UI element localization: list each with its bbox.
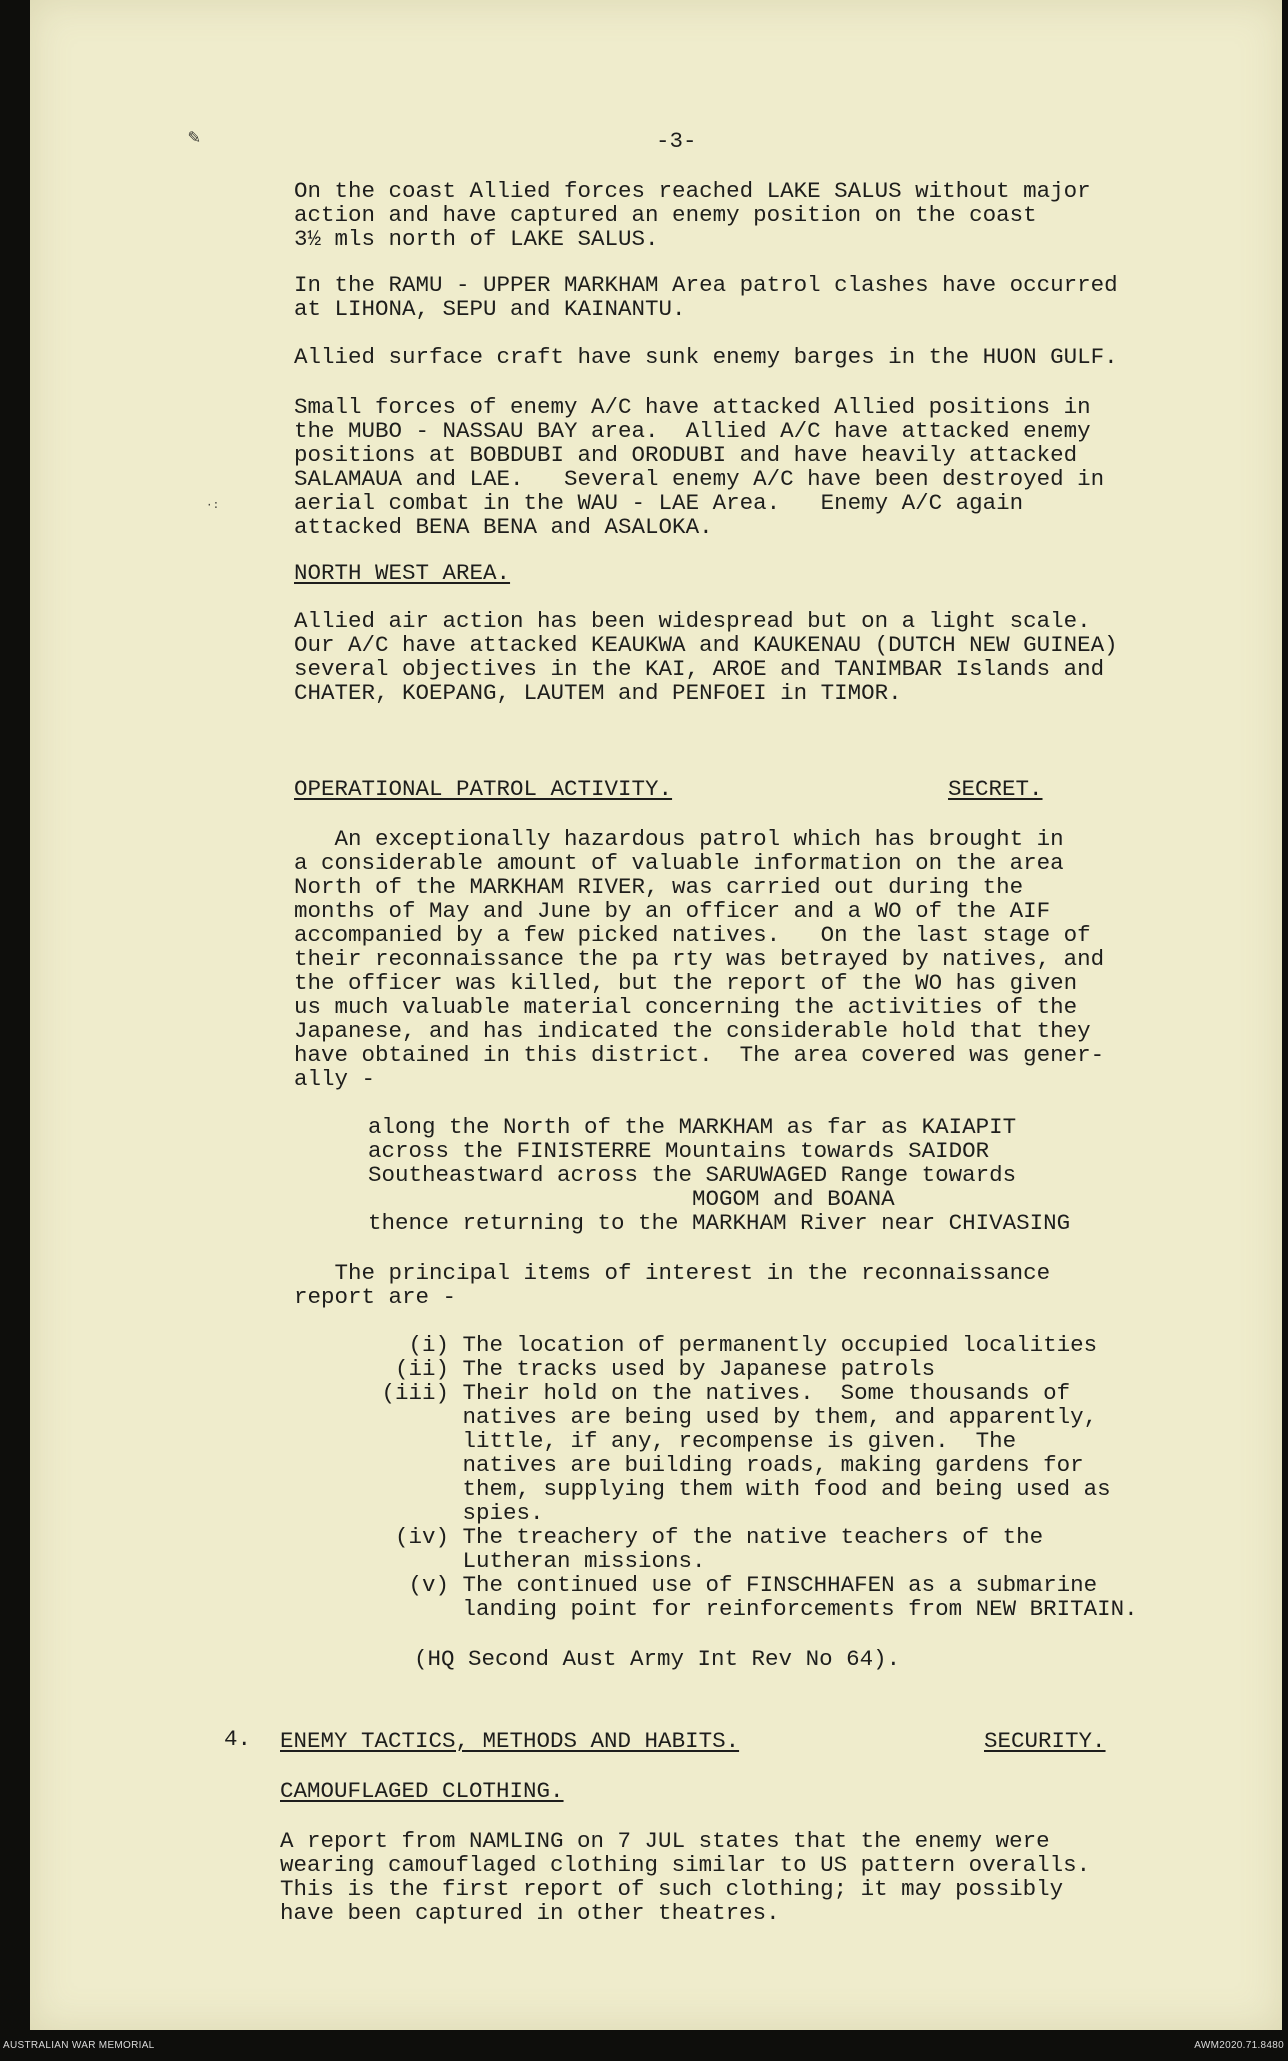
- text-line: 3½ mls north of LAKE SALUS.: [294, 226, 659, 252]
- text-line: positions at BOBDUBI and ORODUBI and have heavily attacked: [294, 442, 1078, 468]
- text-line: In the RAMU - UPPER MARKHAM Area patrol clashes have occurred: [294, 272, 1118, 298]
- text-line: their reconnaissance the pa rty was betrayed by natives, and: [294, 946, 1105, 972]
- text-line: accompanied by a few picked natives. On the last stage of: [294, 922, 1091, 948]
- text-line: along the North of the MARKHAM as far as KAIAPIT: [368, 1114, 1017, 1140]
- text-line: report are -: [294, 1284, 457, 1310]
- text-line: A report from NAMLING on 7 JUL states that the enemy were: [280, 1828, 1050, 1854]
- margin-mark: ·:: [206, 500, 220, 512]
- list-item: (iv) The treachery of the native teachers of the: [368, 1524, 1044, 1550]
- text-line: have been captured in other theatres.: [280, 1900, 780, 1926]
- text-line: Southeastward across the SARUWAGED Range towards: [368, 1162, 1017, 1188]
- text-line: across the FINISTERRE Mountains towards SAIDOR: [368, 1138, 990, 1164]
- section-classification: SECURITY.: [984, 1728, 1106, 1754]
- text-line: Small forces of enemy A/C have attacked Allied positions in: [294, 394, 1091, 420]
- document-page: [30, 0, 1282, 2030]
- list-item: (v) The continued use of FINSCHHAFEN as a submarine: [368, 1572, 1098, 1598]
- text-line: ally -: [294, 1066, 376, 1092]
- text-line: have obtained in this district. The area covered was gener-: [294, 1042, 1105, 1068]
- section-heading: ENEMY TACTICS, METHODS AND HABITS.: [280, 1728, 740, 1754]
- list-item: natives are being used by them, and apparently,: [368, 1404, 1098, 1430]
- text-line: MOGOM and BOANA: [368, 1186, 895, 1212]
- north-west-area-heading: NORTH WEST AREA.: [294, 560, 511, 586]
- source-reference: (HQ Second Aust Army Int Rev No 64).: [414, 1646, 901, 1672]
- text-line: at LIHONA, SEPU and KAINANTU.: [294, 296, 686, 322]
- list-item: them, supplying them with food and being used as: [368, 1476, 1111, 1502]
- text-line: several objectives in the KAI, AROE and TANIMBAR Islands and: [294, 656, 1105, 682]
- text-line: thence returning to the MARKHAM River near CHIVASING: [368, 1210, 1071, 1236]
- text-line: Japanese, and has indicated the considerable hold that they: [294, 1018, 1091, 1044]
- text-line: Allied surface craft have sunk enemy barges in the HUON GULF.: [294, 344, 1118, 370]
- footer-institution: AUSTRALIAN WAR MEMORIAL: [3, 2040, 155, 2051]
- text-line: This is the first report of such clothing; it may possibly: [280, 1876, 1064, 1902]
- list-item: (i) The location of permanently occupied localities: [368, 1332, 1098, 1358]
- list-item: (ii) The tracks used by Japanese patrols: [368, 1356, 936, 1382]
- text-line: the officer was killed, but the report of the WO has given: [294, 970, 1078, 996]
- patrol-heading: OPERATIONAL PATROL ACTIVITY.: [294, 776, 673, 802]
- archive-footer: [0, 2034, 1288, 2061]
- text-line: aerial combat in the WAU - LAE Area. Enemy A/C again: [294, 490, 1024, 516]
- patrol-classification: SECRET.: [948, 776, 1043, 802]
- text-line: CHATER, KOEPANG, LAUTEM and PENFOEI in TIMOR.: [294, 680, 902, 706]
- page-number: -3-: [656, 128, 697, 154]
- text-line: North of the MARKHAM RIVER, was carried out during the: [294, 874, 1024, 900]
- text-line: the MUBO - NASSAU BAY area. Allied A/C have attacked enemy: [294, 418, 1091, 444]
- camouflage-subheading: CAMOUFLAGED CLOTHING.: [280, 1778, 564, 1804]
- text-line: SALAMAUA and LAE. Several enemy A/C have been destroyed in: [294, 466, 1105, 492]
- text-line: a considerable amount of valuable information on the area: [294, 850, 1064, 876]
- list-item: Lutheran missions.: [368, 1548, 706, 1574]
- list-item: natives are building roads, making gardens for: [368, 1452, 1084, 1478]
- text-line: action and have captured an enemy position on the coast: [294, 202, 1037, 228]
- text-line: attacked BENA BENA and ASALOKA.: [294, 514, 713, 540]
- text-line: wearing camouflaged clothing similar to US pattern overalls.: [280, 1852, 1091, 1878]
- margin-mark: ✎: [188, 127, 201, 150]
- footer-catalogue-number: AWM2020.71.8480: [1194, 2040, 1284, 2051]
- text-line: months of May and June by an officer and a WO of the AIF: [294, 898, 1051, 924]
- list-item: (iii) Their hold on the natives. Some thousands of: [368, 1380, 1071, 1406]
- text-line: On the coast Allied forces reached LAKE SALUS without major: [294, 178, 1091, 204]
- text-line: The principal items of interest in the reconnaissance: [294, 1260, 1051, 1286]
- section-number: 4.: [224, 1726, 252, 1752]
- text-line: Our A/C have attacked KEAUKWA and KAUKENAU (DUTCH NEW GUINEA): [294, 632, 1118, 658]
- text-line: An exceptionally hazardous patrol which has brought in: [294, 826, 1064, 852]
- text-line: us much valuable material concerning the activities of the: [294, 994, 1078, 1020]
- list-item: spies.: [368, 1500, 544, 1526]
- list-item: landing point for reinforcements from NEW BRITAIN.: [368, 1596, 1138, 1622]
- list-item: little, if any, recompense is given. The: [368, 1428, 1017, 1454]
- text-line: Allied air action has been widespread but on a light scale.: [294, 608, 1091, 634]
